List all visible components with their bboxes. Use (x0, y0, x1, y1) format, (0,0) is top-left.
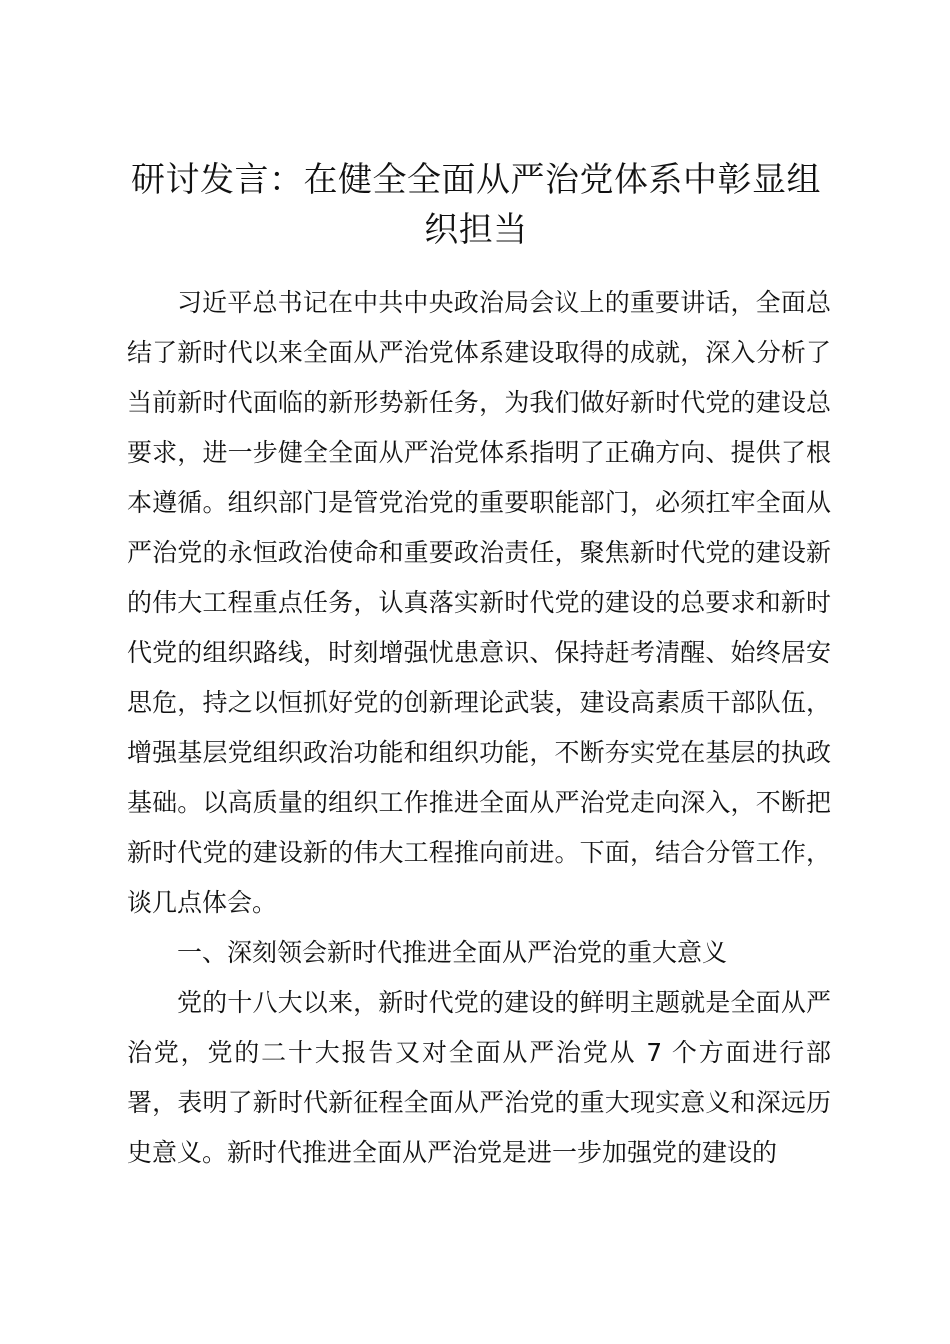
paragraph-section-1: 党的十八大以来，新时代党的建设的鲜明主题就是全面从严治党，党的二十大报告又对全面从严治党从 7 个方面进行部署，表明了新时代新征程全面从严治党的重大现实意义和深远历史意义。新时代推进全面从严治党是进一步加强党的建设的 (127, 988, 831, 1167)
paragraph-intro: 习近平总书记在中共中央政治局会议上的重要讲话，全面总结了新时代以来全面从严治党体系建设取得的成就，深入分析了当前新时代面临的新形势新任务，为我们做好新时代党的建设总要求，进一步健全全面从严治党体系指明了正确方向、提供了根本遵循。组织部门是管党治党的重要职能部门，必须扛牢全面从严治党的永恒政治使命和重要政治责任，聚焦新时代党的建设新的伟大工程重点任务，认真落实新时代党的建设的总要求和新时代党的组织路线，时刻增强忧患意识、保持赶考清醒、始终居安思危，持之以恒抓好党的创新理论武装，建设高素质干部队伍，增强基层党组织政治功能和组织功能，不断夯实党在基层的执政基础。以高质量的组织工作推进全面从严治党走向深入，不断把新时代党的建设新的伟大工程推向前进。下面，结合分管工作，谈几点体会。 (127, 288, 831, 917)
document-title: 研讨发言：在健全全面从严治党体系中彰显组织担当 (131, 160, 821, 250)
document-body (127, 278, 831, 1178)
section-heading-1: 一、深刻领会新时代推进全面从严治党的重大意义 (177, 938, 728, 967)
